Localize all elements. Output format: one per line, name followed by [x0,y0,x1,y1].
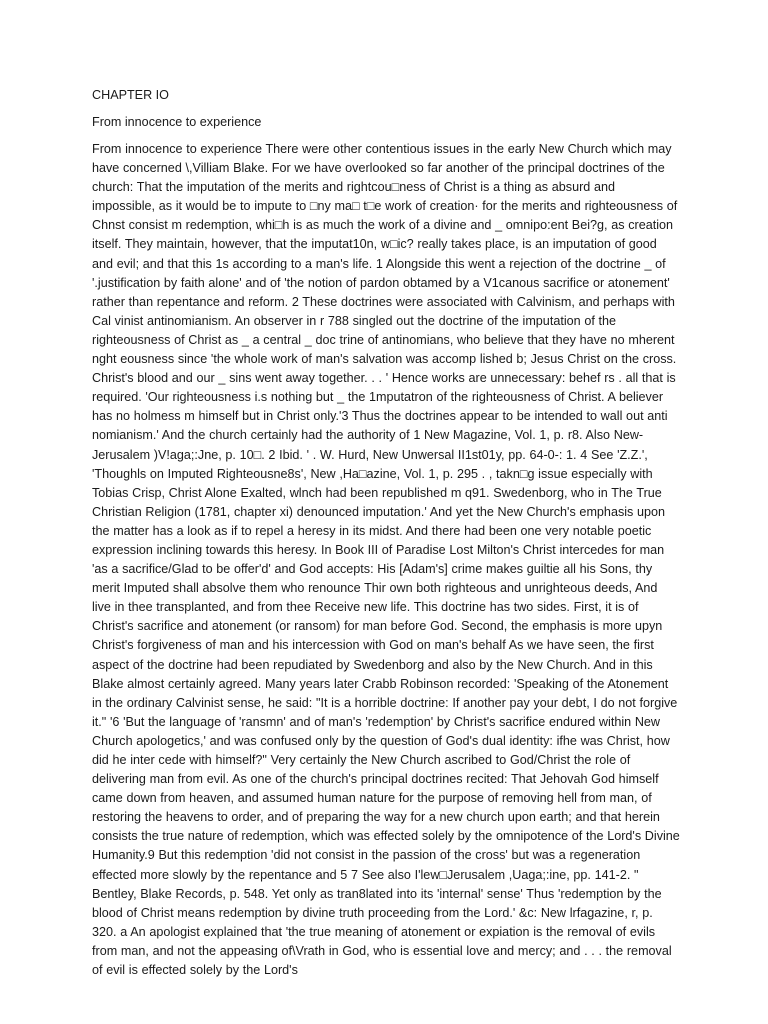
chapter-heading: CHAPTER IO [92,88,169,102]
chapter-subtitle: From innocence to experience [92,115,262,129]
body-paragraph: From innocence to experience There were other contentious issues in the early New Church which may have concerned \,Villiam Blake. For we have overlooked so far another of the principal doctrines of the church: That the imputation of the merits and rightcou□ness of Christ is a thing as absurd and impossible, as it would be to impute to □ny ma□ t□e work of creation· for the merits and righteousness of Chnst consist m redemption, whi□h is as much the work of a divine and _ omnipo:ent Bei?g, as creation itself. They maintain, however, that the imputat10n, w□ic? really takes place, is an imputation of good and evil; and that this 1s according to a man's life. 1 Alongside this went a rejection of the doctrine _ of '.justification by faith alone' and of 'the notion of pardon obtamed by a V1canous sacrifice or atonement' rather than repentance and reform. 2 These doctrines were associated with Calvinism, and perhaps with Cal vinist antinomianism. An observer in r 788 singled out the doctrine of the imputation of the righteousness of Christ as _ a central _ doc trine of antinomians, who believe that they have no mherent nght eousness since 'the whole work of man's salvation was accomp lished b; Jesus Christ on the cross. Christ's blood and our _ sins went away together. . . ' Hence works are unnecessary: behef rs . all that is required. 'Our righteousness i.s nothing but _ the 1mputatron of the righteousness of Christ. A believer has no holmess m himself but in Christ only.'3 Thus the doctrines appear to be intended to wall out anti nomianism.' And the church certainly had the authority of 1 New Magazine, Vol. 1, p. r8. Also New-Jerusalem )V!aga;:Jne, p. 10□. 2 Ibid. ' . W. Hurd, New Unwersal II1st01y, pp. 64-0-: 1. 4 See 'Z.Z.', 'Thoughls on Imputed Righteousne8s', New ,Ha□azine, Vol. 1, p. 295 . , takn□g issue especially with Tobias Crisp, Christ Alone Exalted, wlnch had been republished m q91. Swedenborg, who in The True Christian Religion (1781, chapter xi) denounced imputation.' And yet the New Church's emphasis upon the matter has a look as if to repel a heresy in its midst. And there had been one very notable poetic expression inclining towards this heresy. In Book III of Paradise Lost Milton's Christ intercedes for man 'as a sacrifice/Glad to be offer'd' and God accepts: His [Adam's] crime makes guiltie all his Sons, thy merit Imputed shall absolve them who renounce Thir own both righteous and unrighteous deeds, And live in thee transplanted, and from thee Receive new life. This doctrine has two sides. First, it is of Christ's sacrifice and atonement (or ransom) for man before God. Second, the emphasis is more upyn Christ's forgiveness of man and his intercession with God on man's behalf As we have seen, the first aspect of the doctrine had been repudiated by Swedenborg and also by the New Church. And in this Blake almost certainly agreed. Many years later Crabb Robinson recorded: 'Speaking of the Atonement in the ordinary Calvinist sense, he said: "It is a horrible doctrine: If another pay your debt, I do not forgive it." '6 'But the language of 'ransmn' and of man's 'redemption' by Christ's sacrifice endured within New Church apologetics,' and was confused only by the question of God's dual identity: ifhe was Christ, how did he inter cede with himself?" Very certainly the New Church ascribed to God/Christ the role of delivering man from evil. As one of the church's principal doctrines recited: That Jehovah God himself came down from heaven, and assumed human nature for the purpose of removing hell from man, of restoring the heavens to order, and of preparing the way for a new church upon earth; and that herein consists the true nature of redemption, which was effected solely by the omnipotence of the Lord's Divine Humanity.9 But this redemption 'did not consist in the passion of the cross' but was a regeneration effected more slowly by the repentance and 5 7 See also I'lew□Jerusalem ,Uaga;:ine, pp. 141-2. " Bentley, Blake Records, p. 548. Yet only as tran8lated into its 'internal' sense' Thus 'redemption by the blood of Christ means redemption by divine truth proceeding from the Lord.' &c: New lrfagazine, r, p. 320. a An apologist explained that 'the true meaning of atonement or expiation is the removal of evils from man, and not the appeasing of\Vrath in God, who is essential love and mercy; and . . . the removal of evil is effected solely by the Lord's [92,142,680,978]
document-page [92,86,680,980]
